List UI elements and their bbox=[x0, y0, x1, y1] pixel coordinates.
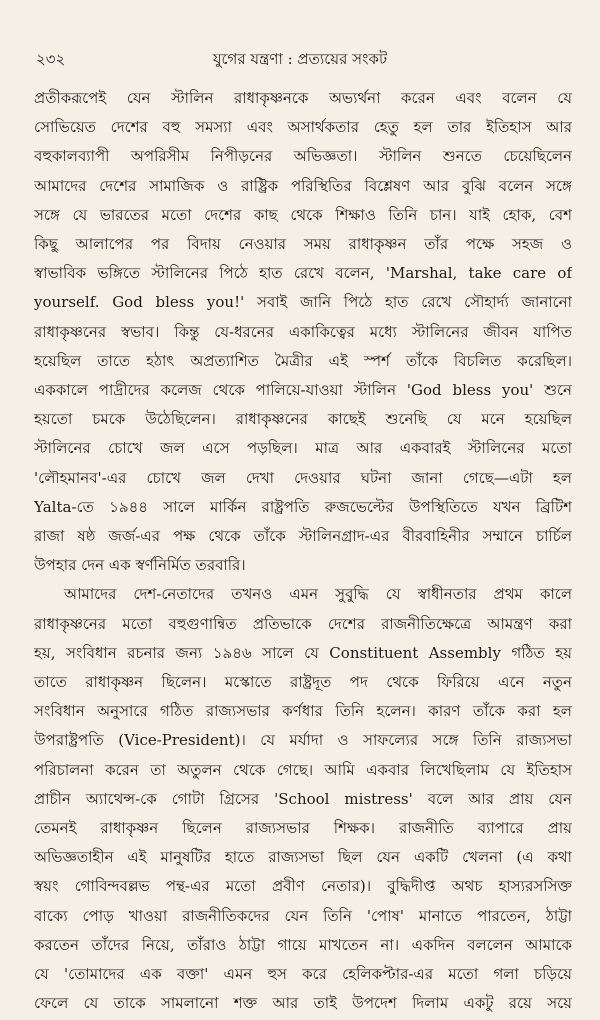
text-line: আমাদের দেশ-নেতাদের তখনও এমন সুবুদ্ধি যে স্বাধীনতার প্রথম কালে bbox=[64, 585, 572, 604]
text-line: স্বয়ং গোবিন্দবল্লভ পন্থ-এর মতো প্রবীণ নেতার)। বুদ্ধিদীপ্ত অথচ হাস্যরসসিক্ত bbox=[34, 877, 572, 896]
paragraph-2 bbox=[34, 580, 572, 1018]
text-line: স্বাভাবিক ভঙ্গিতে স্টালিনের পিঠে হাত রেখে বলেন, 'Marshal, take care of bbox=[34, 264, 572, 283]
text-line: সংবিধান অনুসারে গঠিত রাজ্যসভার কর্ণধার তিনি হলেন। কারণ তাঁকে করা হল bbox=[34, 702, 572, 721]
text-line: এককালে পাদ্রীদের কলেজ থেকে পালিয়ে-যাওয়া স্টালিন 'God bless you' শুনে bbox=[34, 381, 572, 400]
text-line: ফেলে যে তাকে সামলানো শক্ত আর তাই উপদেশ দিলাম একটু রয়ে সয়ে bbox=[34, 994, 572, 1013]
running-header bbox=[36, 48, 564, 74]
text-line: সোভিয়েত দেশের বহু সমস্যা এবং অসার্থকতার হেতু হল তার ইতিহাস আর bbox=[34, 118, 572, 137]
text-line: রাধাকৃষ্ণনের মতো বহুগুণান্বিত প্রতিভাকে দেশের রাজনীতিক্ষেত্রে আমন্ত্রণ করা bbox=[34, 614, 572, 633]
text-line: উপরাষ্ট্রপতি (Vice-President)। যে মর্যাদা ও সাফল্যের সঙ্গে তিনি রাজ্যসভা bbox=[34, 731, 572, 750]
text-line: প্রাচীন অ্যাথেন্স-কে গোটা গ্রিসের 'School mistress' বলে আর প্রায় যেন bbox=[34, 789, 572, 808]
text-line: রাজা ষষ্ঠ জর্জ-এর পক্ষ থেকে তাঁকে স্টালিনগ্রাদ-এর বীরবাহিনীর সম্মানে চার্চিল bbox=[34, 527, 572, 546]
text-line: করতেন তাঁদের নিয়ে, তাঁরাও ঠাট্টা গায়ে মাখতেন না। একদিন বললেন আমাকে bbox=[34, 935, 572, 954]
text-line: হয়, সংবিধান রচনার জন্য ১৯৪৬ সালে যে Constituent Assembly গঠিত হয় bbox=[34, 643, 572, 662]
text-line: প্রতীকরূপেই যেন স্টালিন রাধাকৃষ্ণনকে অভ্যর্থনা করেন এবং বলেন যে bbox=[34, 89, 572, 107]
text-line: বাক্যে পোড় খাওয়া রাজনীতিকদের যেন তিনি 'পোষ' মানাতে পারতেন, ঠাট্টা bbox=[34, 906, 572, 925]
body-text bbox=[34, 84, 572, 1012]
text-line: উপহার দেন এক স্বর্ণনির্মিত তরবারি। bbox=[34, 556, 246, 575]
text-line: 'লৌহমানব'-এর চোখে জল দেখা দেওয়ার ঘটনা জানা গেছে—এটা হল bbox=[34, 468, 572, 487]
text-line: কিছু আলাপের পর বিদায় নেওয়ার সময় রাধাকৃষ্ণন তাঁর পক্ষে সহজ ও bbox=[34, 235, 572, 254]
text-line: হয়তো চমকে উঠেছিলেন। রাধাকৃষ্ণনের কাছেই শুনেছি যে মনে হয়েছিল bbox=[34, 410, 572, 429]
text-line: যে 'তোমাদের এক বক্তা' এমন হুস করে হেলিকপ্টার-এর মতো গলা চড়িয়ে bbox=[34, 965, 572, 984]
text-line: হয়েছিল তাতে হঠাৎ অপ্রত্যাশিত মৈত্রীর এই স্পর্শ তাঁকে বিচলিত করেছিল। bbox=[34, 351, 572, 370]
page-number: ২৩২ bbox=[36, 50, 66, 68]
text-line: বহুকালব্যাপী অপরিসীম নিপীড়নের অভিজ্ঞতা। স্টালিন শুনতে চেয়েছিলেন bbox=[34, 147, 572, 166]
text-line: সঙ্গে যে ভারতের মতো দেশের কাছ থেকে শিক্ষাও তিনি চান। যাই হোক, বেশ bbox=[34, 205, 572, 224]
text-line: পরিচালনা করেন তা অতুলন থেকে গেছে। আমি একবার লিখেছিলাম যে ইতিহাস bbox=[34, 760, 572, 779]
text-line: আমাদের দেশের সামাজিক ও রাষ্ট্রিক পরিস্থিতির বিশ্লেষণ আর বুঝি বলেন সঙ্গে bbox=[34, 176, 572, 195]
running-title: যুগের যন্ত্রণা : প্রত্যয়ের সংকট bbox=[212, 50, 388, 68]
text-line: তেমনই রাধাকৃষ্ণন ছিলেন রাজ্যসভার শিক্ষক। রাজনীতি ব্যাপারে প্রায় bbox=[34, 819, 572, 838]
text-line: অভিজ্ঞতাহীন এই মানুষটির হাতে রাজ্যসভা ছিল যেন একটি খেলনা (এ কথা bbox=[34, 848, 572, 867]
text-line: Yalta-তে ১৯৪৪ সালে মার্কিন রাষ্ট্রপতি রুজভেল্টের উপস্থিতিতে যখন ব্রিটিশ bbox=[34, 497, 572, 516]
text-line: yourself. God bless you!' সবাই জানি পিঠে হাত রেখে সৌহার্দ্য জানানো bbox=[34, 293, 572, 312]
paragraph-1 bbox=[34, 84, 572, 580]
text-line: স্টালিনের চোখে জল এসে পড়ছিল। মাত্র আর একবারই স্টালিনের মতো bbox=[34, 439, 572, 458]
text-line: তাতে রাধাকৃষ্ণন ছিলেন। মস্কোতে রাষ্ট্রদূত পদ থেকে ফিরিয়ে এনে নতুন bbox=[34, 673, 572, 692]
text-line: রাধাকৃষ্ণনের স্বভাব। কিন্তু যে-ধরনের একাকিত্বের মধ্যে স্টালিনের জীবন যাপিত bbox=[34, 322, 572, 341]
